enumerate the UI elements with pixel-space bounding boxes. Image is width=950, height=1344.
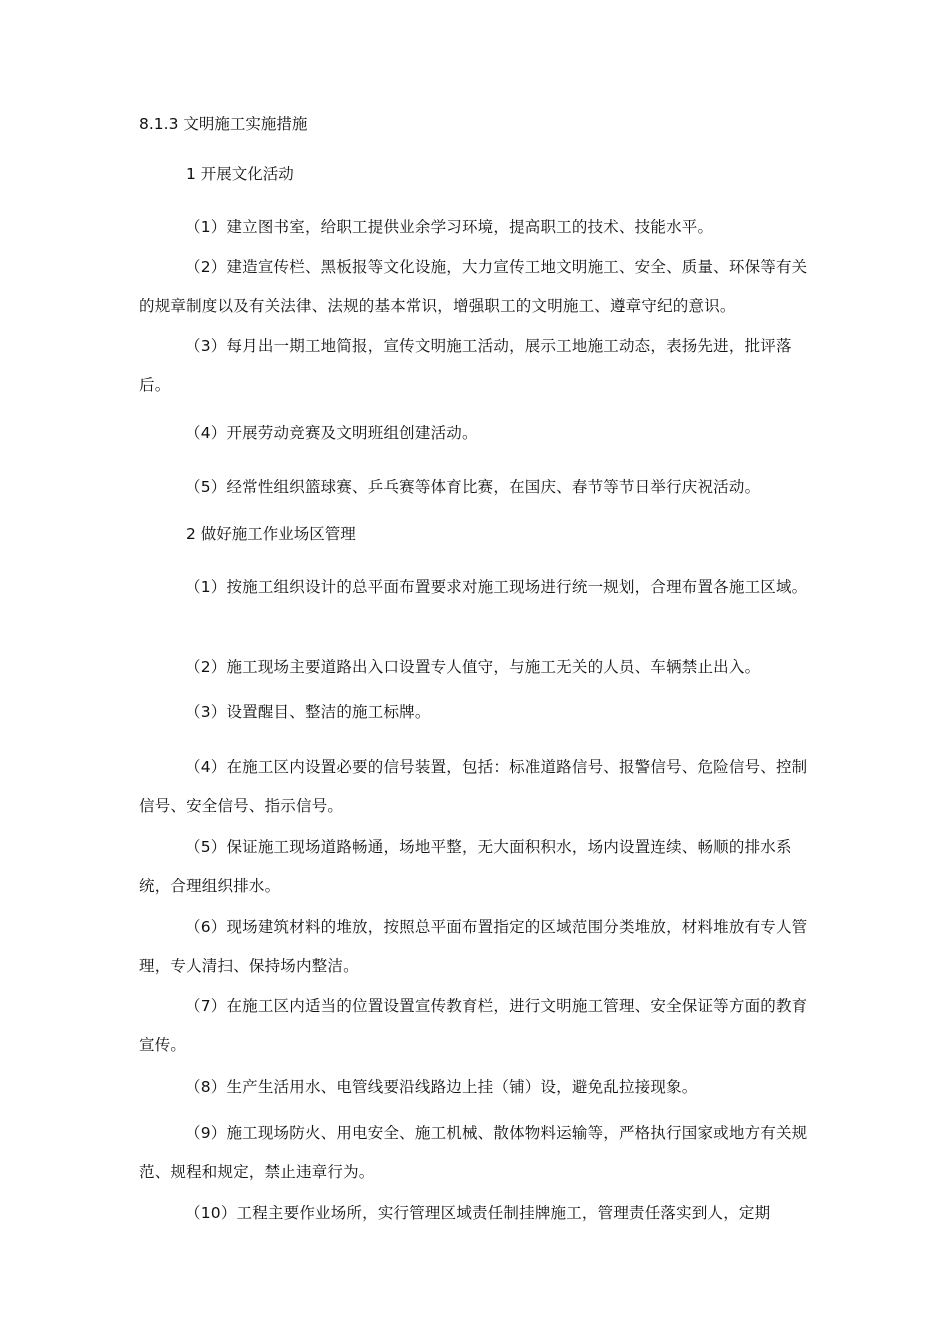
- part2-item-7: （7）在施工区内适当的位置设置宣传教育栏，进行文明施工管理、安全保证等方面的教育宣传。: [139, 997, 808, 1054]
- part2-item-8: （8）生产生活用水、电管线要沿线路边上挂（铺）设，避免乱拉接现象。: [185, 1078, 698, 1096]
- part2-item-3: （3）设置醒目、整洁的施工标牌。: [185, 703, 431, 721]
- section-title: 8.1.3 文明施工实施措施: [139, 115, 308, 133]
- part2-item-5: （5）保证施工现场道路畅通，场地平整，无大面积积水，场内设置连续、畅顺的排水系统，合理组织排水。: [139, 838, 792, 895]
- part2-item-9: （9）施工现场防火、用电安全、施工机械、散体物料运输等，严格执行国家或地方有关规范、规程和规定，禁止违章行为。: [139, 1124, 808, 1181]
- part2-item-4: （4）在施工区内设置必要的信号装置，包括：标准道路信号、报警信号、危险信号、控制信号、安全信号、指示信号。: [139, 758, 808, 815]
- part1-item-4: （4）开展劳动竞赛及文明班组创建活动。: [185, 424, 478, 442]
- part1-item-2: （2）建造宣传栏、黑板报等文化设施，大力宣传工地文明施工、安全、质量、环保等有关的规章制度以及有关法律、法规的基本常识，增强职工的文明施工、遵章守纪的意识。: [139, 258, 808, 315]
- part1-item-1: （1）建立图书室，给职工提供业余学习环境，提高职工的技术、技能水平。: [185, 218, 714, 236]
- part2-item-10: （10）工程主要作业场所，实行管理区域责任制挂牌施工，管理责任落实到人，定期: [185, 1204, 771, 1222]
- part2-title: 2 做好施工作业场区管理: [186, 525, 356, 543]
- part2-item-6: （6）现场建筑材料的堆放，按照总平面布置指定的区域范围分类堆放，材料堆放有专人管理，专人清扫、保持场内整洁。: [139, 918, 808, 975]
- part2-item-1: （1）按施工组织设计的总平面布置要求对施工现场进行统一规划，合理布置各施工区域。: [185, 578, 808, 596]
- part1-item-3: （3）每月出一期工地简报，宣传文明施工活动，展示工地施工动态，表扬先进，批评落后。: [139, 337, 792, 394]
- part2-item-2: （2）施工现场主要道路出入口设置专人值守，与施工无关的人员、车辆禁止出入。: [185, 658, 761, 676]
- part1-title: 1 开展文化活动: [186, 165, 294, 183]
- part1-item-5: （5）经常性组织篮球赛、乒乓赛等体育比赛，在国庆、春节等节日举行庆祝活动。: [185, 478, 761, 496]
